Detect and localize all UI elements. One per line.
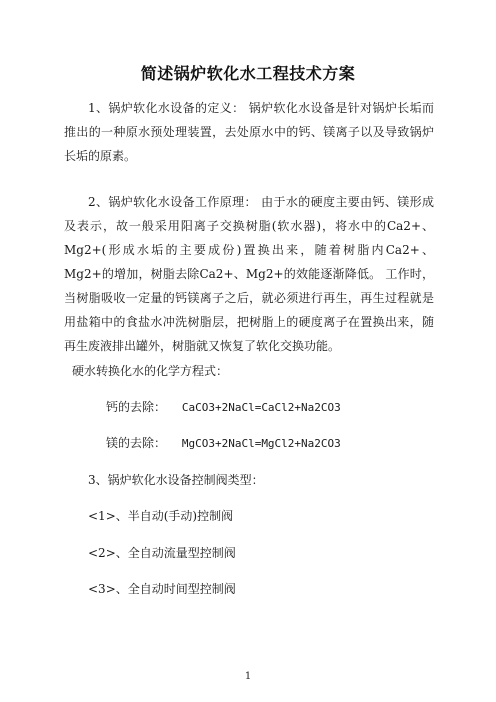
section-3-heading: 3、锅炉软化水设备控制阀类型： — [88, 473, 264, 487]
paragraph-definition: 1、锅炉软化水设备的定义： 锅炉软化水设备是针对锅炉长垢而推出的一种原水预处理装置，去处原水中的钙、镁离子以及导致锅炉长垢的原素。 — [64, 101, 434, 163]
paragraph-working-principle: 2、锅炉软化水设备工作原理： 由于水的硬度主要由钙、镁形成及表示，故一般采用阳离子交换树脂(软水器)，将水中的Ca2+、Mg2+(形成水垢的主要成份)置换出来，随着树脂内Ca2+、Mg2+的增加，树脂去除Ca2+、Mg2+的效能逐渐降低。 工作时，当树脂吸收一定量的钙镁离子之后，就必须进行再生，再生过程就是用盐箱中的食盐水冲洗树脂层，把树脂上的硬度离子在置换出来，随再生废液排出罐外，树脂就又恢复了软化交换功能。 — [64, 195, 434, 353]
calcium-equation: CaCO3+2NaCl=CaCl2+Na2CO3 — [181, 401, 341, 414]
calcium-removal-row — [106, 399, 341, 416]
magnesium-removal-label: 镁的去除： — [106, 436, 167, 450]
calcium-removal-label: 钙的去除： — [106, 400, 167, 414]
magnesium-equation: MgCO3+2NaCl=MgCl2+Na2CO3 — [181, 437, 341, 450]
valve-type-item: <1>、半自动(手动)控制阀 — [88, 509, 234, 523]
valve-type-item: <2>、全自动流量型控制阀 — [88, 546, 236, 560]
page-number: 1 — [244, 671, 252, 682]
magnesium-removal-row — [106, 435, 341, 452]
valve-type-item: <3>、全自动时间型控制阀 — [88, 582, 236, 596]
equation-heading: 硬水转换化水的化学方程式： — [72, 364, 229, 378]
document-title: 简述锅炉软化水工程技术方案 — [140, 64, 356, 83]
